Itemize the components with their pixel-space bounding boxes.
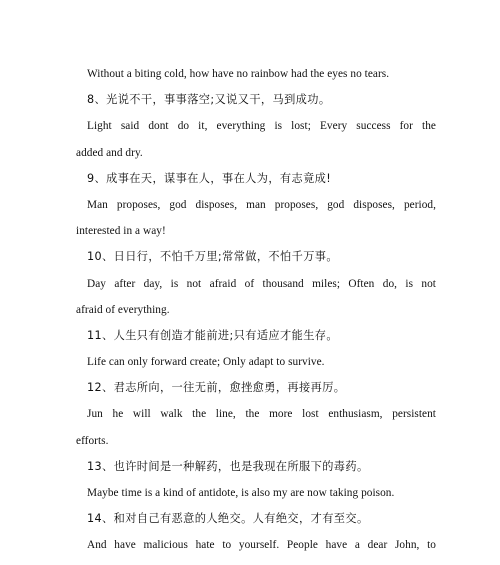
text-line-english: Maybe time is a kind of antidote, is also my are now taking poison. <box>87 487 395 499</box>
text-line-english: Without a biting cold, how have no rainbow had the eyes no tears. <box>87 68 390 80</box>
text-line-english: And have malicious hate to yourself. People have a dear John, to <box>87 539 436 551</box>
text-line-english: Day after day, is not afraid of thousand miles; Often do, is not <box>87 278 436 290</box>
text-line-english: afraid of everything. <box>76 304 170 316</box>
text-line-chinese: 14、和对自己有恶意的人绝交。人有绝交，才有至交。 <box>87 512 369 525</box>
text-line-chinese: 12、君志所向，一往无前，愈挫愈勇，再接再厉。 <box>87 381 346 394</box>
text-line-chinese: 9、成事在天，谋事在人，事在人为，有志竟成! <box>87 172 332 185</box>
text-line-chinese: 11、人生只有创造才能前进;只有适应才能生存。 <box>87 329 338 342</box>
text-line-chinese: 13、也许时间是一种解药，也是我现在所服下的毒药。 <box>87 460 369 473</box>
text-line-english: interested in a way! <box>76 225 166 237</box>
text-line-chinese: 10、日日行，不怕千万里;常常做，不怕千万事。 <box>87 250 338 263</box>
text-line-english: Light said dont do it, everything is lost; Every success for the <box>87 120 436 132</box>
text-line-english: Life can only forward create; Only adapt to survive. <box>87 356 325 368</box>
text-line-english: Man proposes, god disposes, man proposes, god disposes, period, <box>87 199 436 211</box>
text-line-chinese: 8、光说不干，事事落空;又说又干，马到成功。 <box>87 93 331 106</box>
text-line-english: efforts. <box>76 435 109 447</box>
text-line-english: Jun he will walk the line, the more lost enthusiasm, persistent <box>87 408 436 420</box>
text-line-english: added and dry. <box>76 147 143 159</box>
